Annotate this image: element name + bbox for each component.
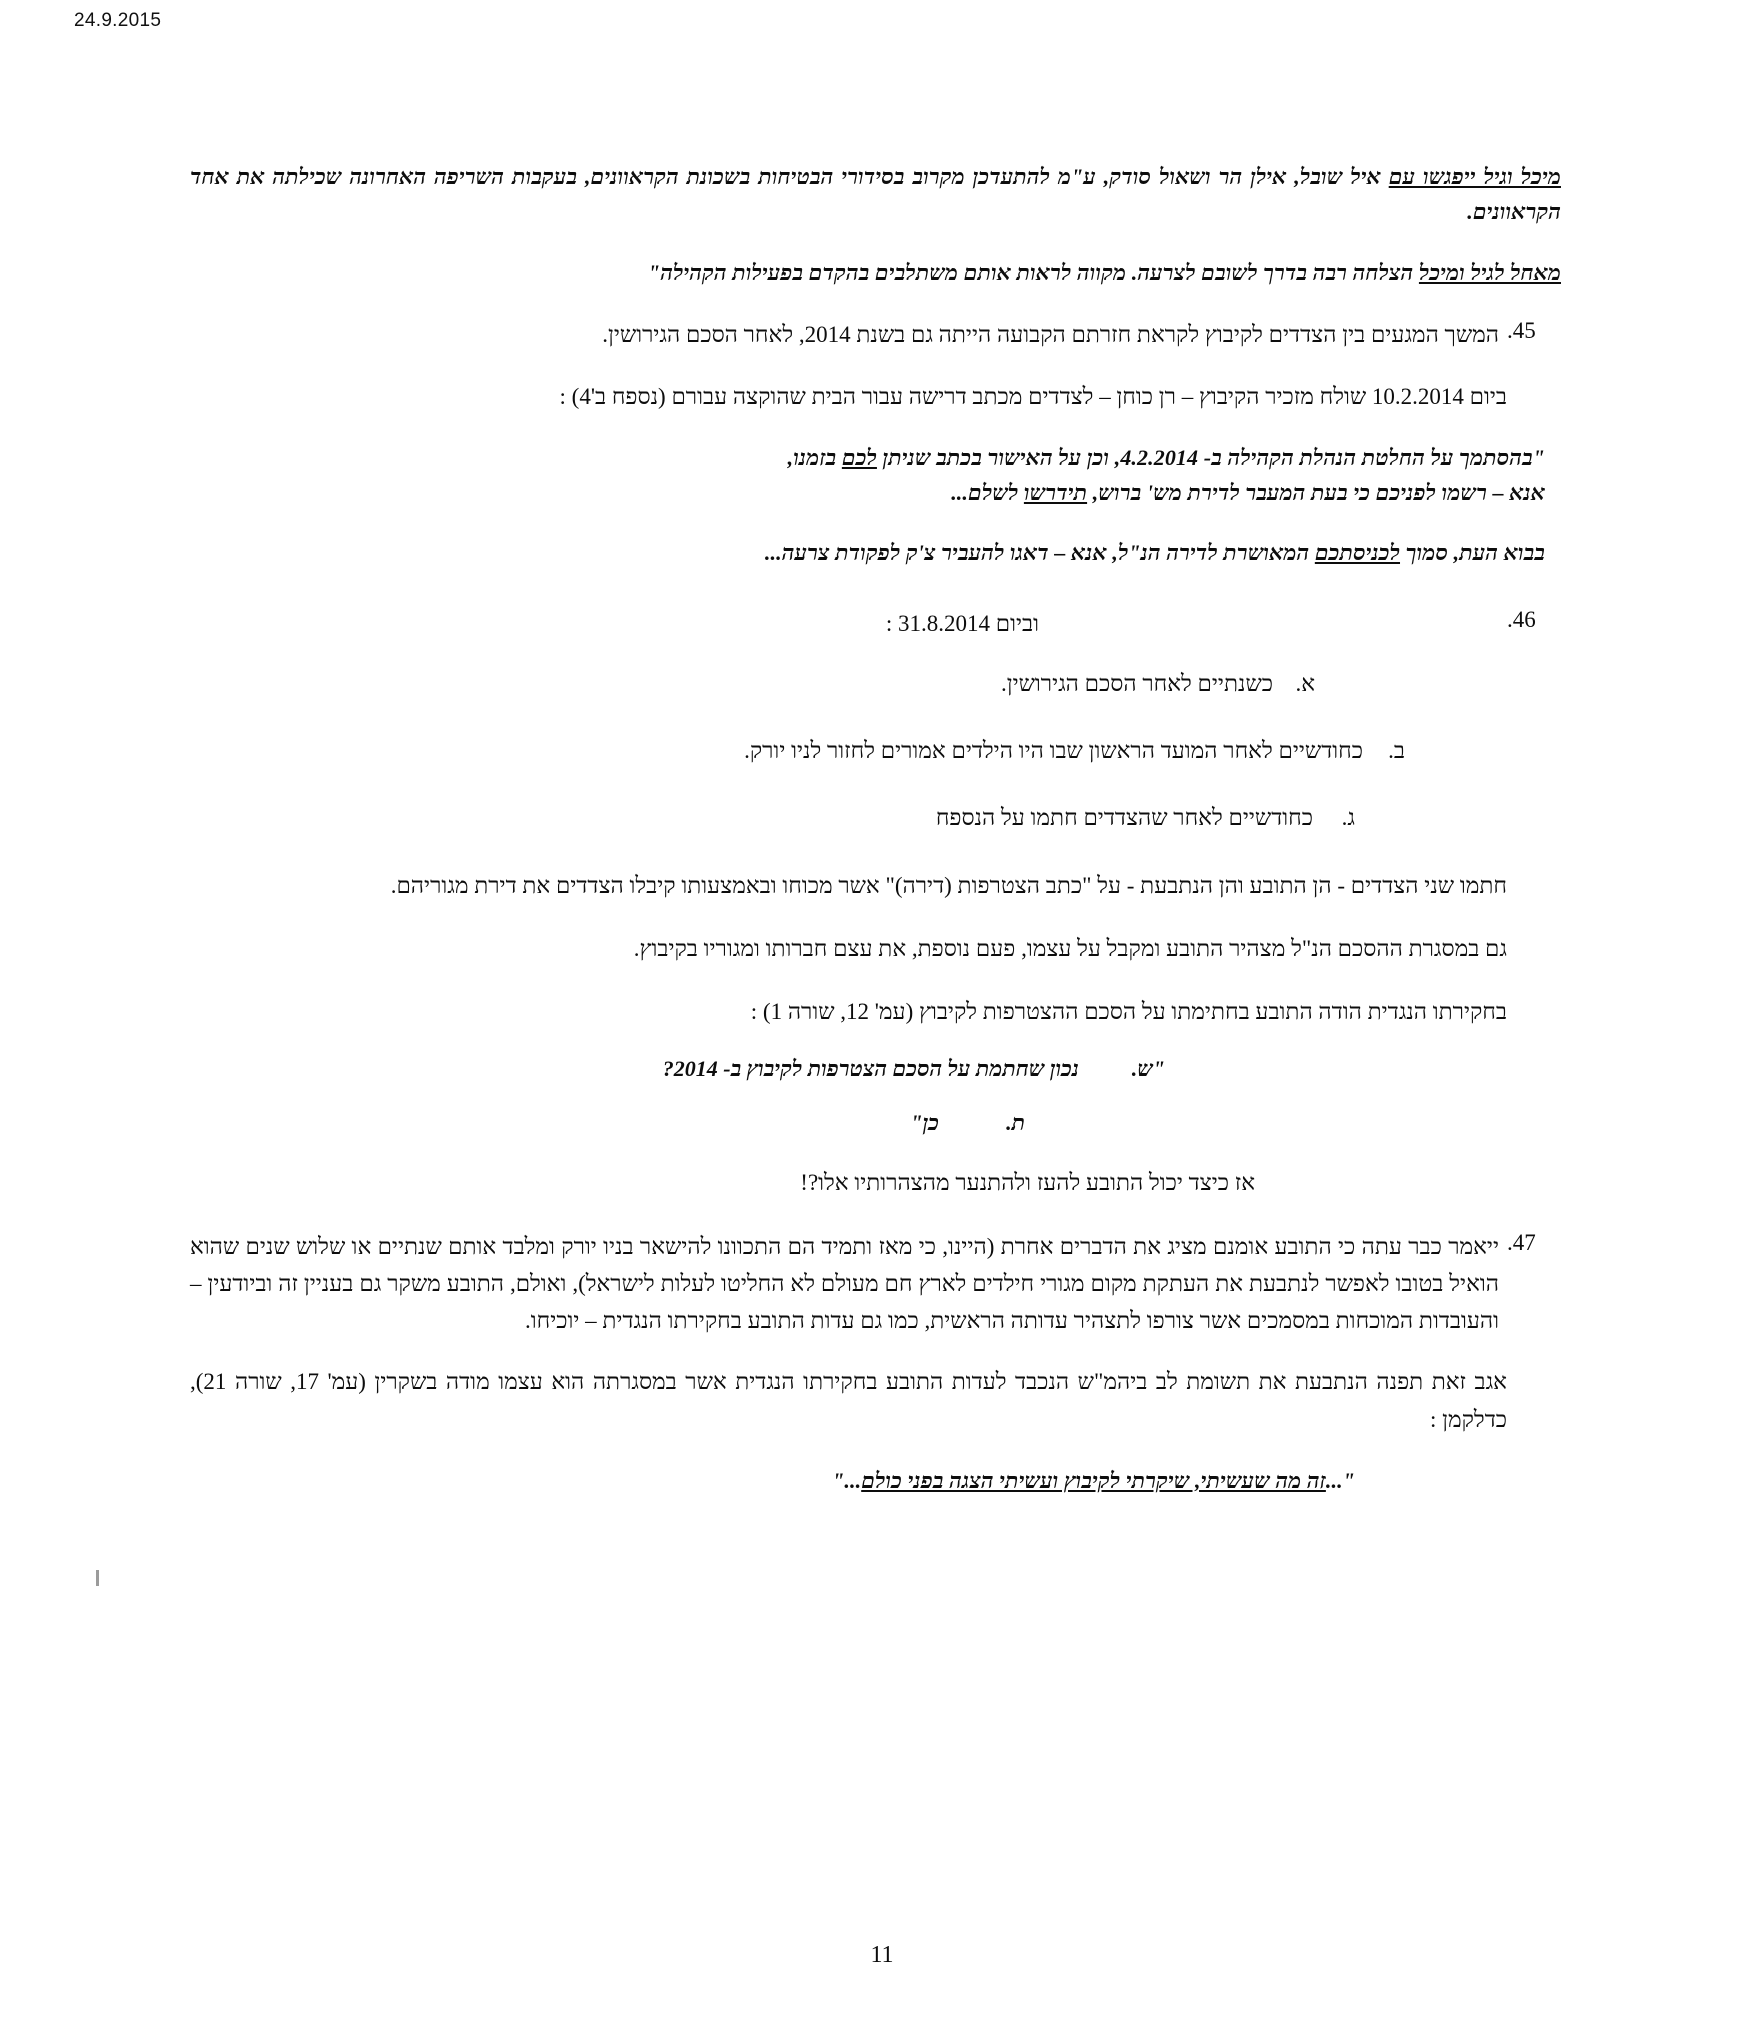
paragraph-46-d: אז כיצד יכול התובע להעז ולהתנער מהצהרותיו אלו?! (800, 1170, 1255, 1196)
quote-paragraph-4-text: בבוא העת, סמוך לכניסתכם המאושרת לדירה הנ"ל, אנא – דאגו להעביר צ'ק לפקודת צרעה... (764, 540, 1545, 566)
clause-47-number: .47 (1507, 1229, 1536, 1255)
clause-47-text: ייאמר כבר עתה כי התובע אומנם מציג את הדברים אחרת (היינו, כי מאז ותמיד הם התכוונו להישאר בניו יורק ומלבד אותם שנתיים או שלוש שנים שהוא הואיל בטובו לאפשר לנתבעת את העתקת מקום מגורי חילדים לארץ חם מעולם לא החליטו לעלות לישראל), ואולם, התובע משקר גם בעניין זה וביודעין – והעובדות המוכחות במסמכים אשר צורפו לתצהיר עדותה הראשית, כמו גם עדות התובע בחקירתו הנגדית – יוכיחו. (190, 1233, 1499, 1334)
sub-item-a-text: כשנתיים לאחר הסכם הגירושין. (1000, 671, 1273, 697)
quote-paragraph-3-line-2: אנא – רשמו לפניכם כי בעת המעבר לדירת מש' ברוש, תידרשו לשלם... (951, 479, 1545, 505)
clause-46-text: וביום 31.8.2014 : (885, 611, 1039, 636)
testimony-question (190, 1056, 1585, 1082)
header-date: 24.9.2015 (74, 10, 162, 31)
clause-45-number: .45 (1507, 318, 1536, 344)
sub-item-c-letter: ג. (1341, 804, 1355, 830)
quote-paragraph-5-text: "...זה מה שעשיתי, שיקרתי לקיבוץ ועשיתי הצגה בפני כולם..." (832, 1467, 1355, 1493)
testimony-question-text: נכון שחתמת על הסכם הצטרפות לקיבוץ ב- 2014? (662, 1056, 1079, 1082)
quote-paragraph-2-text: מאחל לגיל ומיכל הצלחה רבה בדרך לשובם לצרעה. מקווה לראות אותם משתלבים בהקדם בפעילות הקהילה" (647, 259, 1561, 285)
clause-45 (190, 316, 1585, 353)
quote-paragraph-2 (190, 256, 1585, 291)
sub-item-c (190, 800, 1585, 837)
quote-paragraph-1-text: מיכל וגיל ייפגשו עם איל שובל, אילן הר ושאול סודק, ע"מ להתעדכן מקרוב בסידורי הבטיחות בשכונת הקראוונים, בעקבות השריפה האחרונה שכילתה את אחד הקראוונים. (190, 164, 1561, 224)
page-number: 11 (870, 1942, 894, 1968)
testimony-answer-tag: ת. (1006, 1110, 1025, 1136)
sub-item-b-letter: ב. (1388, 738, 1405, 764)
sub-item-b (190, 733, 1585, 770)
document-body (190, 160, 1585, 1525)
paragraph-46-a: חתמו שני הצדדים - הן התובע והן הנתבעת - על "כתב הצטרפות (דירה)" אשר מכוחו ובאמצעותו קיבלו הצדדים את דירת מגוריהם. (390, 872, 1507, 898)
sub-item-a (190, 666, 1585, 703)
quote-paragraph-3 (190, 441, 1585, 511)
quote-paragraph-1 (190, 160, 1585, 230)
paragraph-45-a: ביום 10.2.2014 שולח מזכיר הקיבוץ – רן כוחן – לצדדים מכתב דרישה עבור הבית שהוקצה עבורם (נספח ב'4) : (559, 383, 1507, 409)
quote-paragraph-5 (190, 1464, 1585, 1499)
scan-edge-mark (96, 1570, 99, 1586)
paragraph-47-a: אגב זאת תפנה הנתבעת את תשומת לב ביהמ"ש הנכבד לעדות התובע בחקירתו הנגדית אשר במסגרתה הוא עצמו מודה בשקרין (עמ' 17, שורה 21), כדלקמן : (190, 1369, 1507, 1432)
testimony-question-tag: "ש. (1131, 1056, 1165, 1082)
clause-46-number: .46 (1507, 607, 1536, 632)
sub-item-c-text: כחודשיים לאחר שהצדדים חתמו על הנספח (935, 804, 1313, 830)
paragraph-46-b: גם במסגרת ההסכם הנ"ל מצהיר התובע ומקבל על עצמו, פעם נוספת, את עצם חברותו ומגוריו בקיבוץ. (633, 935, 1507, 961)
clause-47 (190, 1228, 1585, 1340)
testimony-answer-text: כן" (910, 1110, 939, 1136)
sub-item-b-text: כחודשיים לאחר המועד הראשון שבו היו הילדים אמורים לחזור לניו יורק. (744, 738, 1363, 764)
sub-item-a-letter: א. (1295, 671, 1315, 697)
testimony-answer (190, 1110, 1585, 1136)
quote-paragraph-4 (190, 536, 1585, 571)
clause-45-text: המשך המגעים בין הצדדים לקיבוץ לקראת חזרתם הקבועה הייתה גם בשנת 2014, לאחר הסכם הגירושין. (602, 322, 1499, 348)
paragraph-46-c: בחקירתו הנגדית הודה התובע בחתימתו על הסכם ההצטרפות לקיבוץ (עמ' 12, שורה 1) : (750, 999, 1507, 1025)
clause-46 (190, 605, 1585, 642)
quote-paragraph-3-line-1: "בהסתמך על החלטת הנהלת הקהילה ב- 4.2.2014, וכן על האישור בכתב שניתן לכם בזמנו, (787, 444, 1545, 470)
